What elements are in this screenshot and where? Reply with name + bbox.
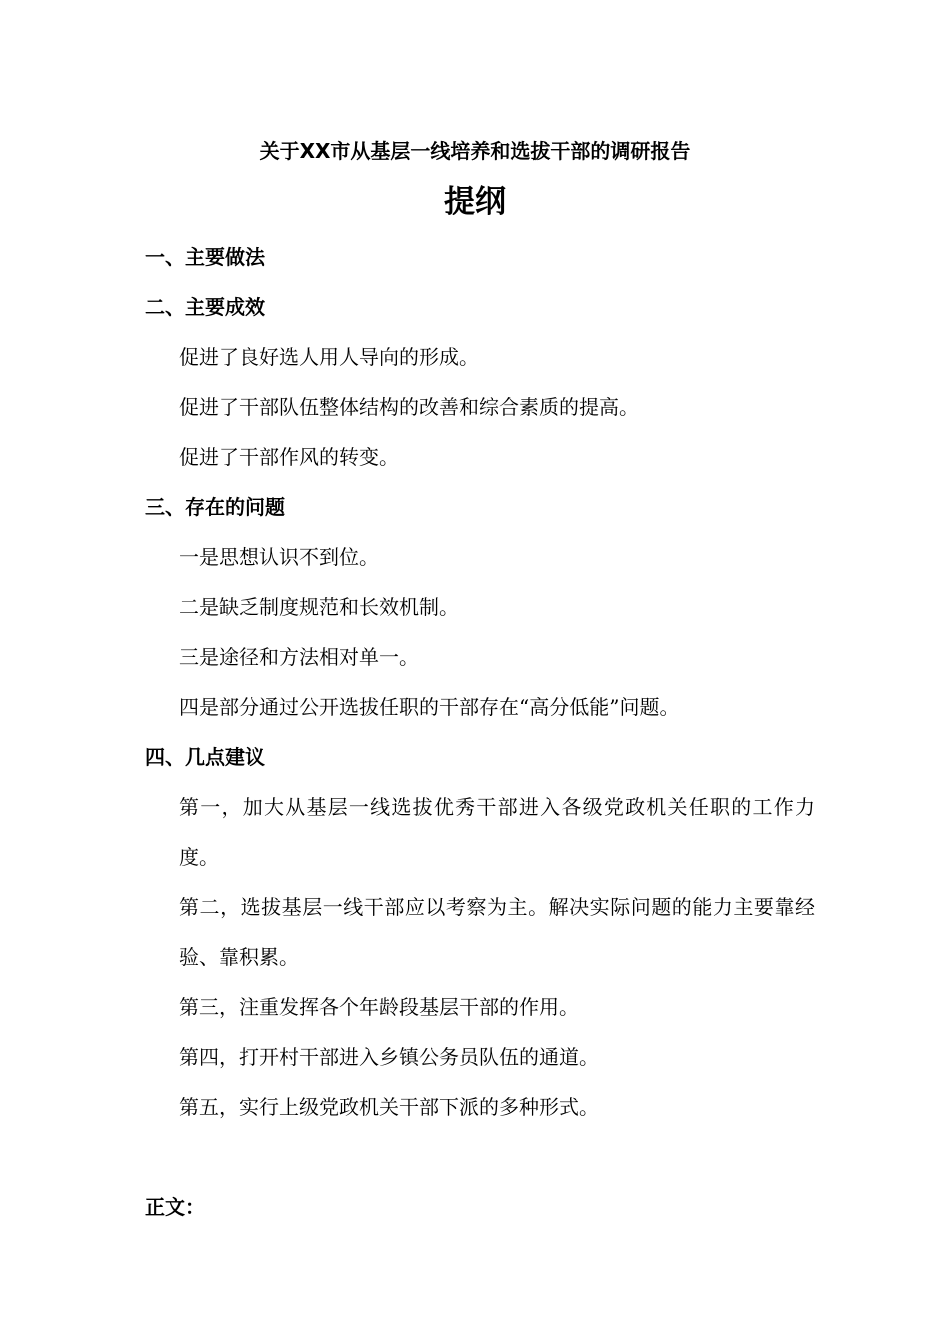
outline-content bbox=[145, 232, 815, 1232]
outline-paragraph: 促进了干部作风的转变。 bbox=[179, 445, 399, 469]
section-heading: 四、几点建议 bbox=[145, 745, 265, 769]
section-main-practices bbox=[145, 232, 815, 282]
outline-paragraph: 第五，实行上级党政机关干部下派的多种形式。 bbox=[179, 1095, 599, 1119]
document-title: 关于XX市从基层一线培养和选拔干部的调研报告 bbox=[259, 139, 691, 163]
section-heading: 一、主要做法 bbox=[145, 245, 265, 269]
section-suggestions bbox=[145, 732, 815, 1132]
section-existing-problems bbox=[145, 482, 815, 732]
outline-paragraph: 第三，注重发挥各个年龄段基层干部的作用。 bbox=[179, 995, 579, 1019]
section-main-results bbox=[145, 282, 815, 482]
document-subtitle: 提纲 bbox=[444, 184, 506, 220]
outline-paragraph: 一是思想认识不到位。 bbox=[179, 545, 379, 569]
body-label: 正文： bbox=[145, 1195, 205, 1219]
outline-paragraph: 第二，选拔基层一线干部应以考察为主。解决实际问题的能力主要靠经验、靠积累。 bbox=[179, 895, 815, 969]
outline-paragraph: 第一，加大从基层一线选拔优秀干部进入各级党政机关任职的工作力度。 bbox=[179, 795, 815, 869]
outline-paragraph: 促进了良好选人用人导向的形成。 bbox=[179, 345, 479, 369]
outline-paragraph: 第四，打开村干部进入乡镇公务员队伍的通道。 bbox=[179, 1045, 599, 1069]
outline-paragraph: 四是部分通过公开选拔任职的干部存在“高分低能”问题。 bbox=[179, 695, 680, 719]
outline-paragraph: 促进了干部队伍整体结构的改善和综合素质的提高。 bbox=[179, 395, 639, 419]
outline-paragraph: 三是途径和方法相对单一。 bbox=[179, 645, 419, 669]
section-heading: 三、存在的问题 bbox=[145, 495, 285, 519]
outline-paragraph: 二是缺乏制度规范和长效机制。 bbox=[179, 595, 459, 619]
section-heading: 二、主要成效 bbox=[145, 295, 265, 319]
blank-line bbox=[145, 1132, 815, 1182]
